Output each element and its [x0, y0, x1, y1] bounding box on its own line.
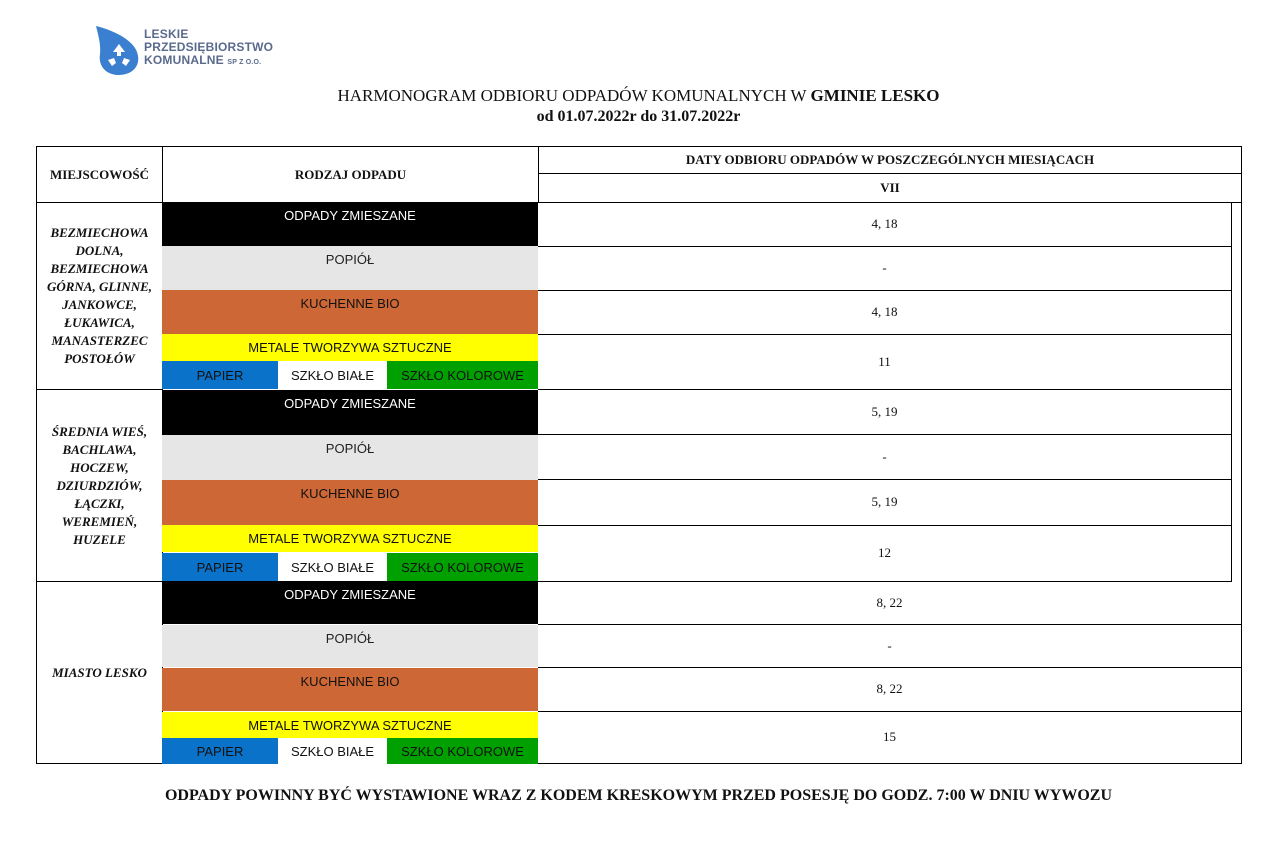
- waste-mixed: ODPADY ZMIESZANE: [162, 202, 538, 246]
- waste-glass-white: SZKŁO BIAŁE: [278, 553, 387, 581]
- waste-glass-color: SZKŁO KOLOROWE: [387, 553, 538, 581]
- waste-ash: POPIÓŁ: [162, 435, 538, 480]
- schedule-table: [36, 146, 1242, 764]
- date-bio: 8, 22: [538, 667, 1242, 712]
- title-prefix: HARMONOGRAM ODBIORU ODPADÓW KOMUNALNYCH W: [337, 86, 811, 105]
- waste-paper: PAPIER: [162, 361, 278, 389]
- date-ash: -: [538, 434, 1232, 480]
- date-ash: -: [538, 624, 1242, 668]
- waste-ash: POPIÓŁ: [162, 246, 538, 290]
- date-recycle: 12: [538, 525, 1232, 582]
- logo-line-3-main: KOMUNALNE: [144, 53, 224, 67]
- header-location: MIEJSCOWOŚĆ: [36, 146, 163, 203]
- recycle-drop-icon: [92, 22, 144, 76]
- waste-paper: PAPIER: [162, 738, 278, 764]
- location-group-2: ŚREDNIA WIEŚ, BACHLAWA, HOCZEW, DZIURDZIÓW, ŁĄCZKI, WEREMIEŃ, HUZELE: [36, 389, 163, 582]
- date-bio: 4, 18: [538, 290, 1232, 335]
- page-subtitle: od 01.07.2022r do 31.07.2022r: [536, 108, 741, 125]
- waste-bio: KUCHENNE BIO: [162, 668, 538, 711]
- date-mixed: 4, 18: [538, 202, 1232, 247]
- location-group-3: MIASTO LESKO: [36, 581, 163, 764]
- location-group-1: BEZMIECHOWA DOLNA, BEZMIECHOWA GÓRNA, GLINNE, JANKOWCE, ŁUKAWICA, MANASTERZEC POSTOŁÓW: [36, 202, 163, 390]
- company-logo: [92, 22, 292, 76]
- waste-bio: KUCHENNE BIO: [162, 480, 538, 525]
- date-ash: -: [538, 246, 1232, 291]
- waste-mixed: ODPADY ZMIESZANE: [162, 390, 538, 435]
- waste-metals: METALE TWORZYWA SZTUCZNE: [162, 334, 538, 361]
- table-right-border: [1241, 146, 1242, 764]
- waste-bio: KUCHENNE BIO: [162, 290, 538, 334]
- waste-glass-color: SZKŁO KOLOROWE: [387, 738, 538, 764]
- title-bold: GMINIE LESKO: [810, 86, 940, 105]
- logo-line-3-small: SP Z O.O.: [227, 59, 262, 66]
- waste-mixed: ODPADY ZMIESZANE: [162, 581, 538, 624]
- waste-glass-white: SZKŁO BIAŁE: [278, 361, 387, 389]
- date-recycle: 15: [538, 711, 1242, 764]
- waste-ash: POPIÓŁ: [162, 625, 538, 667]
- logo-line-3: [144, 54, 273, 69]
- date-mixed: 8, 22: [538, 581, 1242, 625]
- waste-metals: METALE TWORZYWA SZTUCZNE: [162, 712, 538, 738]
- logo-text: [144, 28, 273, 69]
- table-inner-right-border: [1231, 202, 1232, 582]
- waste-paper: PAPIER: [162, 553, 278, 581]
- date-mixed: 5, 19: [538, 389, 1232, 435]
- header-dates: DATY ODBIORU ODPADÓW W POSZCZEGÓLNYCH MIESIĄCACH: [538, 146, 1242, 174]
- date-recycle: 11: [538, 334, 1232, 390]
- waste-glass-white: SZKŁO BIAŁE: [278, 738, 387, 764]
- waste-glass-color: SZKŁO KOLOROWE: [387, 361, 538, 389]
- date-bio: 5, 19: [538, 479, 1232, 526]
- header-waste-type: RODZAJ ODPADU: [162, 146, 539, 203]
- logo-line-1: LESKIE: [144, 27, 189, 41]
- waste-metals: METALE TWORZYWA SZTUCZNE: [162, 525, 538, 552]
- footer-note: ODPADY POWINNY BYĆ WYSTAWIONE WRAZ Z KODEM KRESKOWYM PRZED POSESJĘ DO GODZ. 7:00 W DNIU WYWOZU: [164, 787, 1113, 804]
- header-month: VII: [538, 173, 1242, 203]
- page-title: [0, 86, 1277, 106]
- logo-line-2: PRZEDSIĘBIORSTWO: [144, 40, 274, 54]
